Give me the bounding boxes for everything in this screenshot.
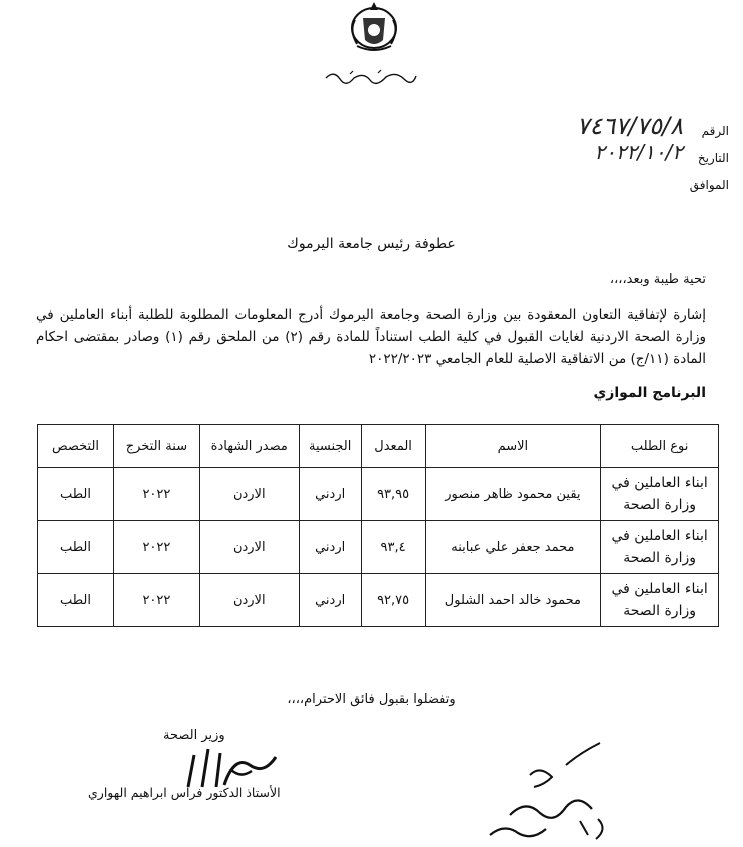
program-heading: البرنامج الموازي (593, 385, 706, 401)
cell-certificate-source: الاردن (199, 521, 299, 574)
table-header-row (38, 425, 719, 468)
addressee: عطوفة رئيس جامعة اليرموك (287, 236, 456, 252)
cell-request-type: ابناء العاملين في وزارة الصحة (601, 521, 719, 574)
cell-name: محمود خالد احمد الشلول (425, 574, 601, 627)
cell-name: يقين محمود ظاهر منصور (425, 468, 601, 521)
col-certificate-source: مصدر الشهادة (199, 425, 299, 468)
cell-certificate-source: الاردن (199, 468, 299, 521)
col-average: المعدل (361, 425, 425, 468)
cell-specialty: الطب (38, 468, 114, 521)
cell-name: محمد جعفر علي عبابنه (425, 521, 601, 574)
cell-specialty: الطب (38, 574, 114, 627)
cell-request-type: ابناء العاملين في وزارة الصحة (601, 574, 719, 627)
cell-specialty: الطب (38, 521, 114, 574)
col-specialty: التخصص (38, 425, 114, 468)
handwritten-annotation (470, 735, 620, 843)
cell-certificate-source: الاردن (199, 574, 299, 627)
cell-nationality: اردني (299, 521, 361, 574)
cell-nationality: اردني (299, 468, 361, 521)
students-table (37, 424, 719, 627)
table-row (38, 468, 719, 521)
col-graduation-year: سنة التخرج (113, 425, 199, 468)
number-label: الرقم (701, 124, 729, 138)
date-label: التاريخ (697, 151, 729, 165)
ministry-name-signature (320, 66, 420, 86)
signer-title: وزير الصحة (163, 728, 225, 743)
cell-average: ٩٣,٤ (361, 521, 425, 574)
hijri-date-label: الموافق (689, 178, 729, 192)
col-name: الاسم (425, 425, 601, 468)
col-nationality: الجنسية (299, 425, 361, 468)
cell-graduation-year: ٢٠٢٢ (113, 468, 199, 521)
table-row (38, 521, 719, 574)
cell-average: ٩٢,٧٥ (361, 574, 425, 627)
table-row (38, 574, 719, 627)
greeting: تحية طيبة وبعد،،،، (609, 272, 706, 287)
cell-average: ٩٣,٩٥ (361, 468, 425, 521)
letter-date: ٢٠٢٢/١٠/٢ (594, 140, 683, 164)
cell-nationality: اردني (299, 574, 361, 627)
closing-line: وتفضلوا بقبول فائق الاحترام،،،، (287, 692, 456, 707)
emblem-logo (343, 0, 405, 54)
cell-graduation-year: ٢٠٢٢ (113, 574, 199, 627)
reference-number: ٧٤٦٧/٧٥/٨ (576, 112, 683, 140)
cell-request-type: ابناء العاملين في وزارة الصحة (601, 468, 719, 521)
signer-name: الأستاذ الدكتور فراس ابراهيم الهواري (88, 785, 281, 800)
col-request-type: نوع الطلب (601, 425, 719, 468)
cell-graduation-year: ٢٠٢٢ (113, 521, 199, 574)
letter-body: إشارة لإتفاقية التعاون المعقودة بين وزارة الصحة وجامعة اليرموك أدرج المعلومات المطلوبة للطلبة أبناء العاملين في وزارة الصحة الاردنية لغايات القبول في كلية الطب استناداً للمادة رقم (٢) من الملحق رقم (١) وصادر بمقتضى احكام المادة (١١/ج) من الاتفاقية الاصلية للعام الجامعي ٢٠٢٢/٢٠٢٣ (36, 307, 707, 367)
